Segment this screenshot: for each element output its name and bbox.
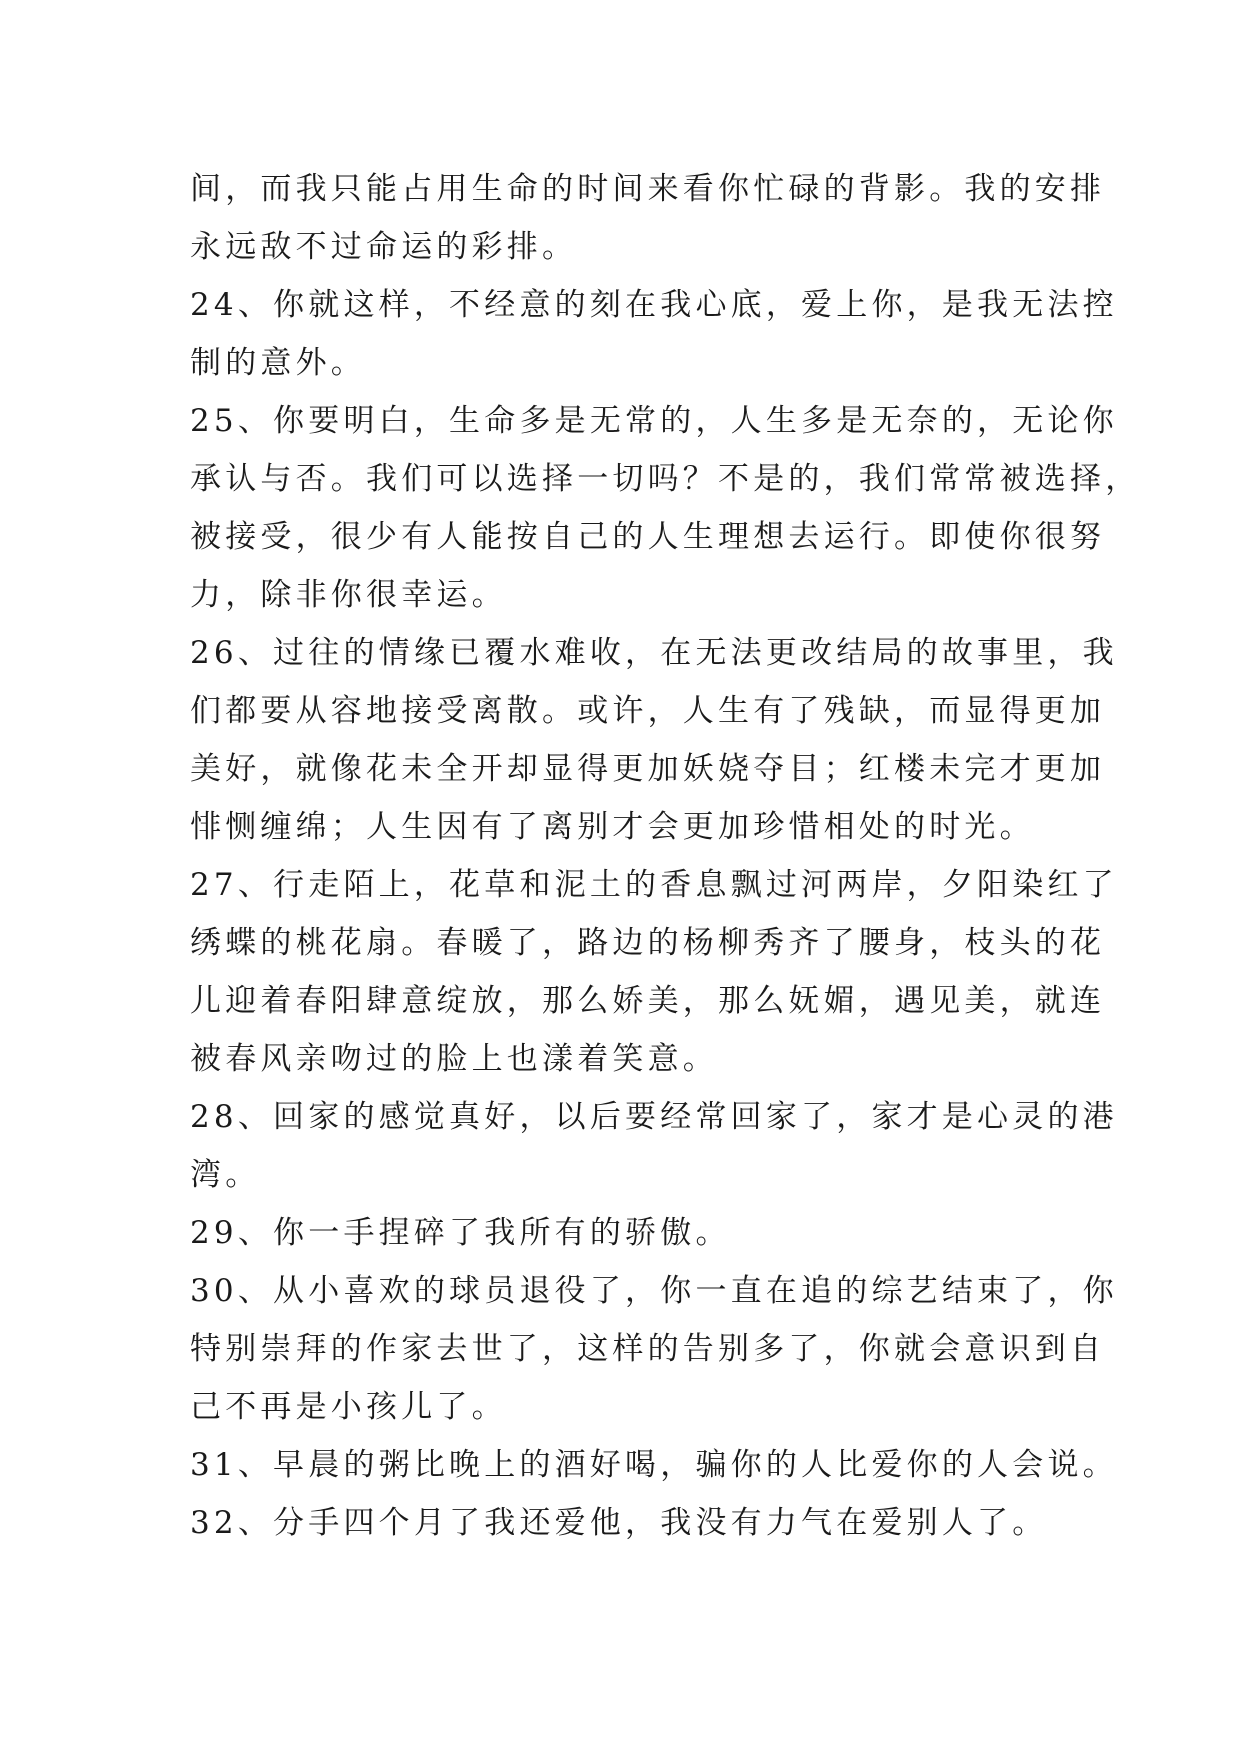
text-line: 制的意外。 [190, 345, 366, 381]
text-line: 被春风亲吻过的脸上也漾着笑意。 [190, 1041, 718, 1077]
text-line: 32、分手四个月了我还爱他，我没有力气在爱别人了。 [190, 1505, 1048, 1541]
text-line: 28、回家的感觉真好，以后要经常回家了，家才是心灵的港 [190, 1099, 1118, 1135]
document-body [190, 160, 1141, 1552]
text-line: 26、过往的情缘已覆水难收，在无法更改结局的故事里，我 [190, 635, 1118, 671]
text-line: 力，除非你很幸运。 [190, 577, 507, 613]
text-line: 间，而我只能占用生命的时间来看你忙碌的背影。我的安排 [190, 171, 1106, 207]
text-line: 绣蝶的桃花扇。春暖了，路边的杨柳秀齐了腰身，枝头的花 [190, 925, 1106, 961]
text-line: 30、从小喜欢的球员退役了，你一直在追的综艺结束了，你 [190, 1273, 1118, 1309]
text-line: 24、你就这样，不经意的刻在我心底，爱上你，是我无法控 [190, 287, 1118, 323]
text-line: 被接受，很少有人能按自己的人生理想去运行。即使你很努 [190, 519, 1106, 555]
text-line: 己不再是小孩儿了。 [190, 1389, 507, 1425]
text-line: 25、你要明白，生命多是无常的，人生多是无奈的，无论你 [190, 403, 1118, 439]
text-line: 29、你一手捏碎了我所有的骄傲。 [190, 1215, 731, 1251]
text-line: 悱恻缠绵；人生因有了离别才会更加珍惜相处的时光。 [190, 809, 1035, 845]
text-line: 承认与否。我们可以选择一切吗？不是的，我们常常被选择， [190, 461, 1141, 497]
text-line: 27、行走陌上，花草和泥土的香息飘过河两岸，夕阳染红了 [190, 867, 1118, 903]
text-line: 31、早晨的粥比晚上的酒好喝，骗你的人比爱你的人会说。 [190, 1447, 1118, 1483]
text-line: 儿迎着春阳肆意绽放，那么娇美，那么妩媚，遇见美，就连 [190, 983, 1106, 1019]
text-line: 湾。 [190, 1157, 261, 1193]
text-line: 永远敌不过命运的彩排。 [190, 229, 578, 265]
text-line: 们都要从容地接受离散。或许，人生有了残缺，而显得更加 [190, 693, 1106, 729]
text-line: 特别崇拜的作家去世了，这样的告别多了，你就会意识到自 [190, 1331, 1106, 1367]
text-line: 美好，就像花未全开却显得更加妖娆夺目；红楼未完才更加 [190, 751, 1106, 787]
